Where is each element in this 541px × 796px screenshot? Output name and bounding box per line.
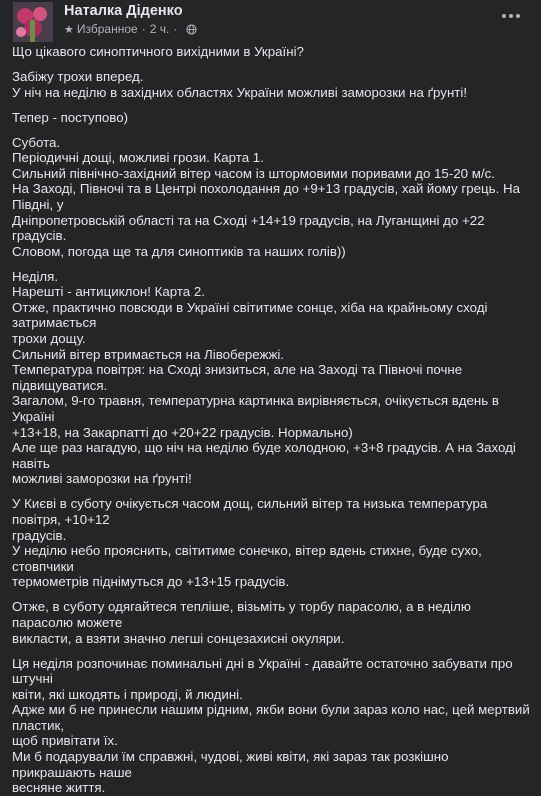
meta-separator-2: · (173, 22, 178, 36)
post-paragraph (12, 656, 531, 796)
post-text-line: У ніч на неділю в західних областях України можливі заморозки на ґрунті! (12, 84, 468, 100)
globe-icon[interactable] (186, 24, 197, 35)
post-text-line: викласти, а взяти значно легші сонцезахисні окуляри. (12, 630, 345, 646)
post-text-line: У неділю небо прояснить, світитиме сонечко, вітер вдень стихне, буде сухо, стовпчики (12, 543, 482, 574)
post-text-line: градусів. (12, 527, 67, 543)
post-text-line: На Заході, Півночі та в Центрі похолодання до +9+13 градусів, хай йому грець. На Півдні, у (12, 181, 520, 212)
post-text-line: трохи дощу. (12, 331, 86, 347)
post-paragraph (12, 69, 531, 100)
meta-separator: · (141, 22, 146, 36)
post-text-line: термометрів піднімуться до +13+15 градусів. (12, 574, 290, 590)
post-text-line: Субота. (12, 134, 61, 150)
post-paragraph (12, 599, 531, 646)
post-text-line: Адже ми б не принесли нашим рідним, якби вони були зараз коло нас, цей мертвий пластик, (12, 702, 530, 733)
post-text-line: +13+18, на Закарпатті до +20+22 градусів. Нормально) (12, 424, 353, 440)
author-name[interactable]: Наталка Діденко (64, 3, 183, 19)
post-text-line: Отже, в суботу одягайтеся тепліше, візьміть у торбу парасолю, а в неділю парасолю можете (12, 599, 471, 630)
post-text-line: У Києві в суботу очікується часом дощ, сильний вітер та низька температура повітря, +10+12 (12, 496, 488, 527)
post-text-line: Сильний вітер втримається на Лівобережжі. (12, 346, 284, 362)
post-text-line: Неділя. (12, 268, 59, 284)
post-text-line: Що цікавого синоптичного вихідними в Україні? (12, 44, 304, 59)
post-text-line: Сильний північно-західний вітер часом із штормовими поривами до 15-20 м/с. (12, 165, 495, 181)
post-text-line: квіти, які шкодять і природі, й людині. (12, 686, 243, 702)
favorites-label[interactable]: Избранное (76, 22, 138, 36)
post-text-line: Словом, погода ще та для синоптиків та наших голів)) (12, 243, 346, 259)
post-paragraph (12, 496, 531, 590)
post-paragraph (12, 269, 531, 487)
more-options-icon[interactable] (497, 6, 525, 26)
post-text-line: Ми б подарували їм справжні, чудові, живі квіти, які зараз так розкішно прикрашають наше (12, 749, 449, 780)
post-text-line: Але ще раз нагадую, що ніч на неділю буде холодною, +3+8 градусів. А на Заході навіть (12, 440, 516, 471)
avatar[interactable] (13, 2, 53, 42)
post-text-line: весняне життя. (12, 780, 106, 796)
post-paragraph (12, 135, 531, 260)
post-time[interactable]: 2 ч. (149, 22, 170, 36)
post-text-line: Ця неділя розпочинає поминальні дні в Україні - давайте остаточно забувати про штучні (12, 655, 513, 687)
post-text-line: Дніпропетровській області та на Сході +14+19 градусів, на Луганщині до +22 градусів. (12, 212, 485, 244)
post-body (12, 44, 531, 796)
post-meta (64, 22, 197, 36)
post-text-line: щоб привітати їх. (12, 733, 118, 749)
post-text-line: Тепер - поступово) (12, 109, 129, 125)
post-text-line: Забіжу трохи вперед. (12, 68, 144, 84)
post-text-line: Періодичні дощі, можливі грози. Карта 1. (12, 150, 264, 166)
post-text-line: можливі заморозки на ґрунті! (12, 471, 192, 487)
post-text-line: Температура повітря: на Сході знизиться, але на Заході та Півночі почне підвищуватися. (12, 362, 463, 393)
post-text-line: Загалом, 9-го травня, температурна картинка вирівняється, очікується вдень в Україні (12, 393, 499, 425)
post-paragraph (12, 110, 531, 126)
star-icon: ★ (64, 23, 74, 36)
post-text-line: Нарешті - антициклон! Карта 2. (12, 284, 205, 300)
post-header (12, 0, 531, 40)
post-paragraph (12, 44, 531, 60)
post-text-line: Отже, практично повсюди в Україні світитиме сонце, хіба на крайньому сході затримається (12, 299, 488, 331)
